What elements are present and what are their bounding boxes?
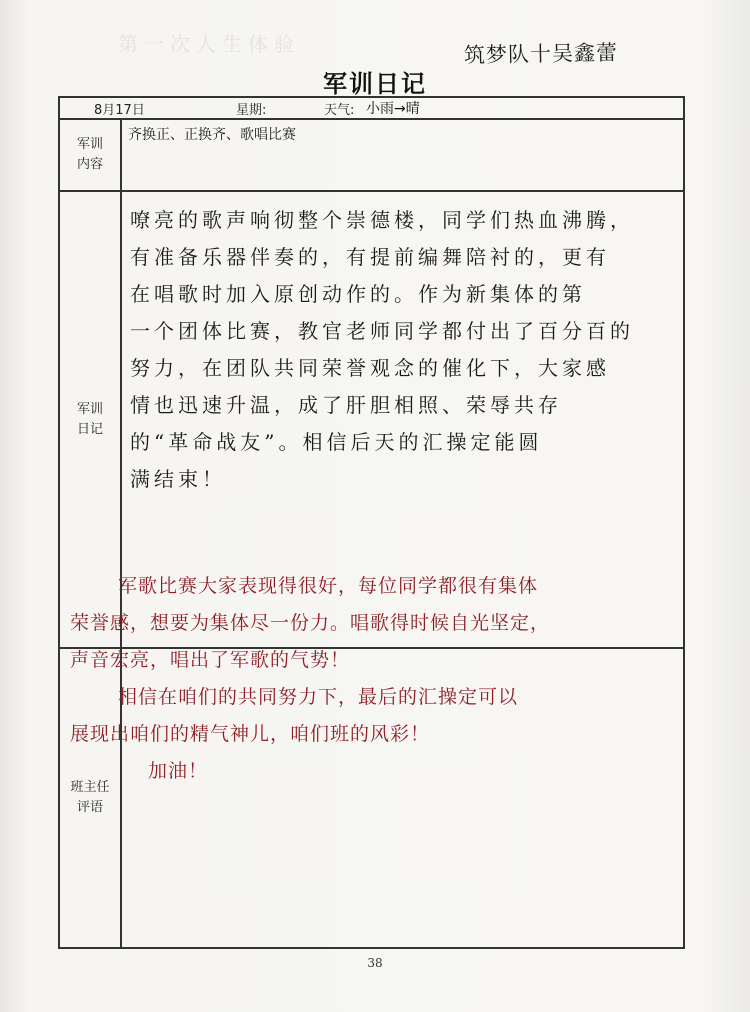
- diary-line: 一个团体比赛，教官老师同学都付出了百分百的: [130, 319, 634, 343]
- date-row: [60, 98, 683, 120]
- comment-label: 班主任评语: [70, 780, 110, 815]
- divider-line: [60, 190, 683, 192]
- comment-line: 声音宏亮，唱出了军歌的气势！: [70, 649, 351, 671]
- diary-line: 有准备乐器伴奏的，有提前编舞陪衬的，更有: [130, 245, 610, 269]
- weather-label: 天气:: [324, 103, 355, 118]
- diary-line: 嘹亮的歌声响彻整个崇德楼，同学们热血沸腾，: [130, 208, 634, 232]
- diary-text: [130, 202, 675, 498]
- content-label: 军训内容: [76, 137, 103, 172]
- bleed-through-header: 第一次人生体验: [118, 32, 300, 56]
- weekday-label: 星期:: [236, 103, 267, 118]
- comment-line: 军歌比赛大家表现得很好，每位同学都很有集体: [118, 575, 539, 597]
- diary-line: 的“革命战友”。相信后天的汇操定能圆: [130, 430, 543, 454]
- content-value: 齐换正、正换齐、歌唱比赛: [128, 127, 296, 143]
- content-label-cell: [60, 120, 122, 190]
- page-title: 军训日记: [323, 70, 427, 98]
- diary-label: 军训日记: [76, 401, 103, 437]
- diary-line: 满结束！: [130, 467, 226, 491]
- diary-line: 努力，在团队共同荣誉观念的催化下，大家感: [130, 356, 610, 380]
- author-signature: 筑梦队十吴鑫蕾: [463, 40, 619, 68]
- diary-line: 在唱歌时加入原创动作的。作为新集体的第: [130, 282, 586, 306]
- comment-line: 荣誉感，想要为集体尽一份力。唱歌得时候自光坚定，: [70, 612, 551, 634]
- comment-line: 展现出咱们的精气神儿，咱们班的风彩！: [70, 723, 431, 745]
- diary-line: 情也迅速升温，成了肝胆相照、荣辱共存: [130, 393, 562, 417]
- diary-form: [58, 96, 685, 949]
- comment-line: 相信在咱们的共同努力下，最后的汇操定可以: [118, 686, 519, 708]
- page-number: 38: [367, 956, 383, 970]
- comment-cheer: 加油！: [148, 760, 209, 782]
- teacher-comment: [70, 568, 620, 790]
- date-value: 8月17日: [94, 103, 145, 118]
- weather-value: 小雨→晴: [366, 101, 420, 117]
